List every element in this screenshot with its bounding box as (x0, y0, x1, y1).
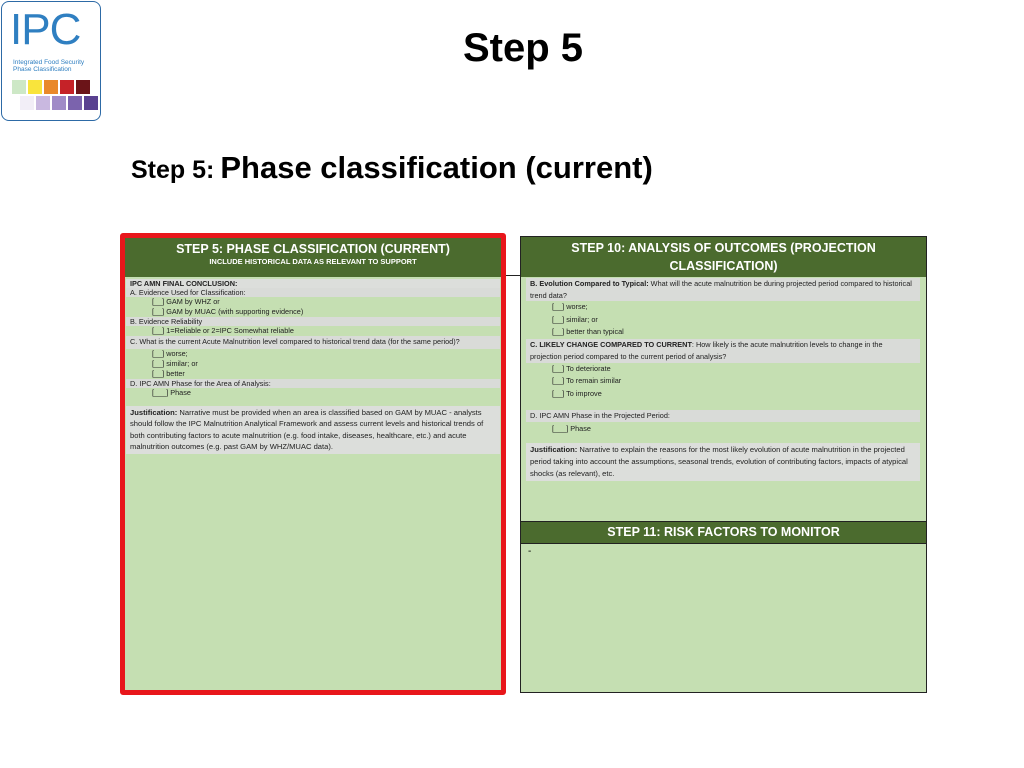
option-remain-similar[interactable]: [__] To remain similar (552, 376, 622, 385)
swatch-9 (68, 96, 82, 110)
logo-subtitle-line1: Integrated Food Security (13, 59, 85, 66)
swatch-1 (12, 80, 26, 94)
section-c-text: : How likely is the acute malnutrition levels to change in the projection period compared to the current period of analysis? (530, 339, 883, 361)
step10-header: STEP 10: ANALYSIS OF OUTCOMES (PROJECTION CLASSIFICATION) (521, 237, 926, 277)
projection-justification-body: Narrative to explain the reasons for the most likely evolution of acute malnutrition in the projected period taking into account the assumptions, seasonal trends, evolution of contributing factors, impacts of atypical shocks (as relevant), etc. (530, 445, 908, 478)
swatch-4 (60, 80, 74, 94)
step11-header: STEP 11: RISK FACTORS TO MONITOR (521, 521, 926, 544)
option-worse[interactable]: [__] worse; (152, 348, 188, 358)
step10-panel (520, 236, 927, 693)
step5-panel (120, 233, 506, 695)
section-b-reliability: B. Evidence Reliability (126, 317, 500, 326)
panel-connector (506, 275, 520, 276)
section-c-label: C. LIKELY CHANGE COMPARED TO CURRENT (530, 339, 692, 349)
swatch-6 (20, 96, 34, 110)
risk-factors-field[interactable]: - (528, 546, 532, 557)
subtitle-main: Phase classification (current) (220, 150, 653, 185)
logo-subtitle-line2: Phase Classification (13, 66, 72, 73)
swatch-7 (36, 96, 50, 110)
step5-title: STEP 5: PHASE CLASSIFICATION (CURRENT) (176, 242, 450, 256)
section-d-phase: D. IPC AMN Phase for the Area of Analysis: (126, 379, 500, 388)
swatch-2 (28, 80, 42, 94)
slide-subtitle (131, 150, 653, 186)
option-gam-whz[interactable]: [__] GAM by WHZ or (152, 297, 220, 306)
section-c-comparison: C. What is the current Acute Malnutrition level compared to historical trend data (for the same period)? (126, 336, 500, 349)
swatch-8 (52, 96, 66, 110)
logo-text: IPC (10, 5, 81, 54)
swatch-3 (44, 80, 58, 94)
section-a-evidence: A. Evidence Used for Classification: (126, 288, 500, 297)
option-reliability[interactable]: [__] 1=Reliable or 2=IPC Somewhat reliable (152, 326, 294, 335)
justification-body: Narrative must be provided when an area is classified based on GAM by MUAC - analysts should follow the IPC Malnutrition Analytical Framework and assess current levels and historical trends of both contributing factors to acute malnutrition (e.g. food intake, diseases, healthcare, etc.) and acute malnutrition outcomes (e.g. past GAM by WHZ/MUAC data). (130, 407, 484, 451)
option-better[interactable]: [__] better (152, 368, 185, 378)
section-b-label: B. Evolution Compared to Typical: (530, 279, 649, 288)
section-b-text: What will the acute malnutrition be during projected period compared to historical trend data? (530, 279, 912, 300)
swatch-10 (84, 96, 98, 110)
section-b-evolution (526, 278, 920, 301)
option-improve[interactable]: [__] To improve (552, 388, 602, 398)
option-phase[interactable]: [___] Phase (152, 387, 191, 397)
option-proj-better[interactable]: [__] better than typical (552, 327, 624, 336)
swatch-5 (76, 80, 90, 94)
projection-justification-label: Justification: (530, 445, 578, 454)
option-similar[interactable]: [__] similar; or (152, 358, 198, 368)
step5-header (125, 238, 501, 277)
page-title: Step 5 (462, 26, 584, 70)
subtitle-prefix: Step 5: (131, 156, 215, 184)
step5-subtitle: INCLUDE HISTORICAL DATA AS RELEVANT TO SUPPORT (209, 257, 417, 266)
option-proj-similar[interactable]: [__] similar; or (552, 314, 598, 324)
justification-text (126, 406, 500, 454)
option-gam-muac[interactable]: [__] GAM by MUAC (with supporting evidence) (152, 307, 304, 316)
section-c-likely-change (526, 339, 920, 363)
section-d-projected-phase: D. IPC AMN Phase in the Projected Period: (526, 410, 920, 422)
option-deteriorate[interactable]: [__] To deteriorate (552, 363, 611, 373)
option-proj-worse[interactable]: [__] worse; (552, 302, 588, 311)
justification-label: Justification: (130, 407, 178, 417)
final-conclusion-label: IPC AMN FINAL CONCLUSION: (126, 279, 500, 288)
option-projected-phase[interactable]: [___] Phase (552, 424, 591, 433)
projection-justification (526, 443, 920, 481)
